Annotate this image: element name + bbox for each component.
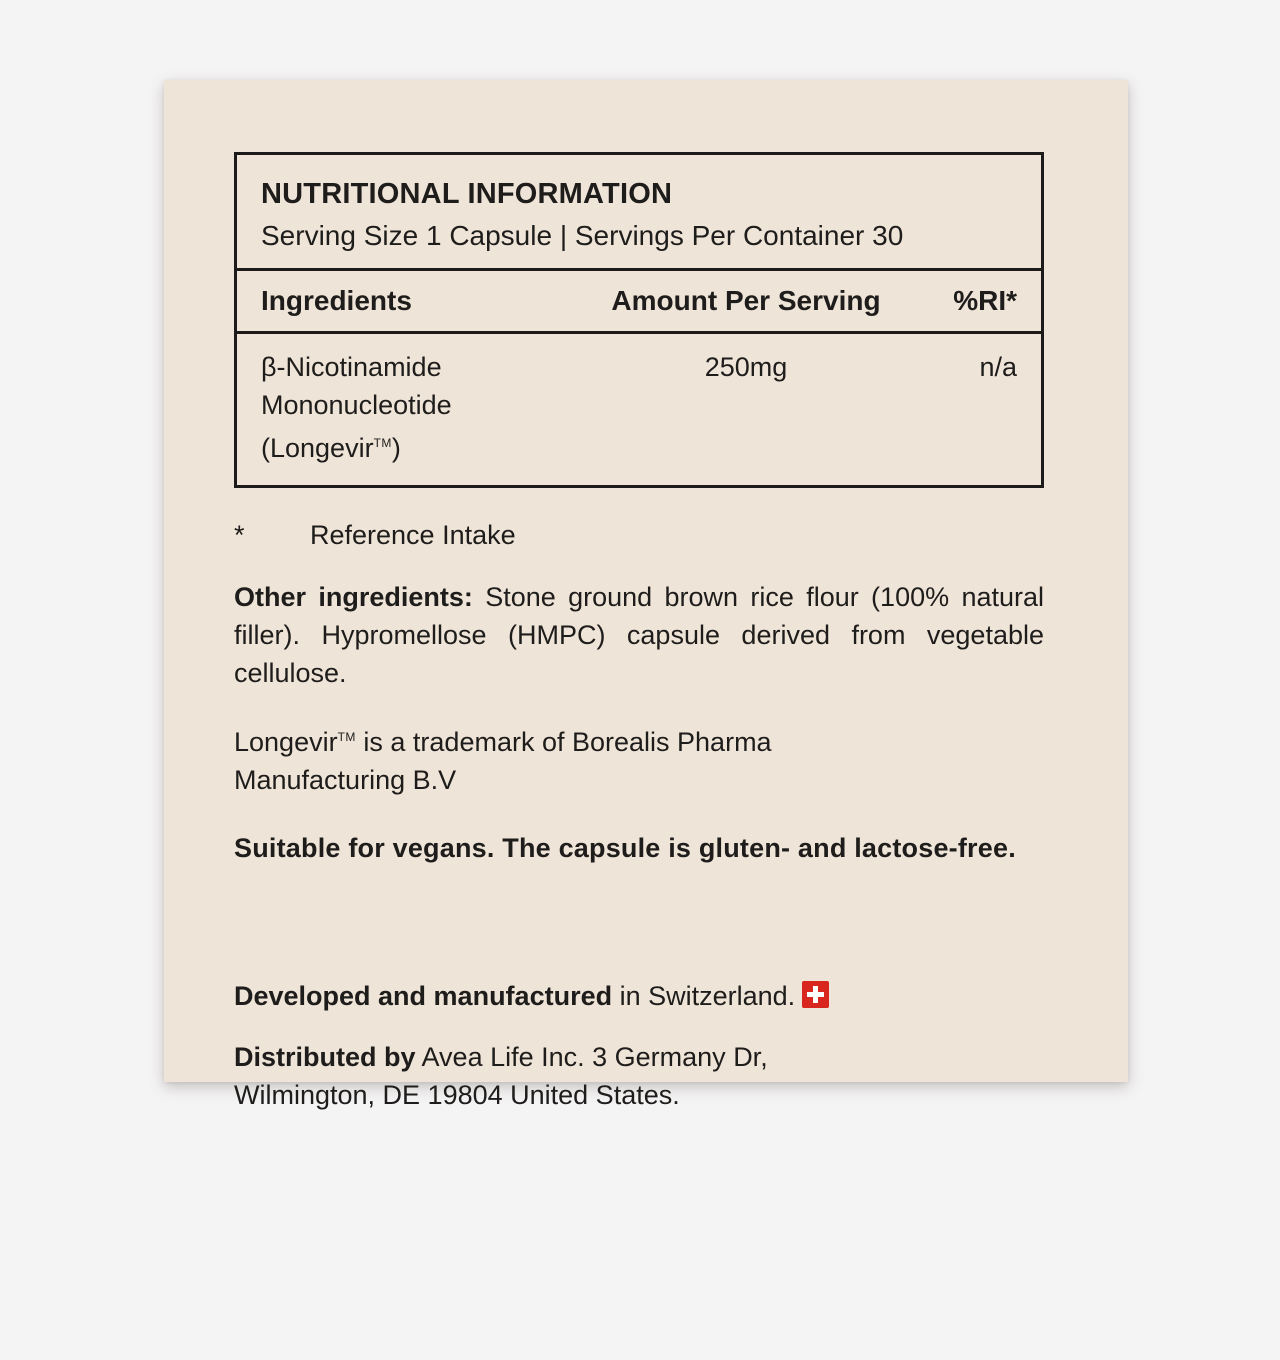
distributed-bold-text: Distributed by: [234, 1042, 416, 1072]
column-header-ingredients: Ingredients: [261, 285, 412, 316]
swiss-flag-icon: [802, 981, 829, 1016]
vegan-note: Suitable for vegans. The capsule is gluten- and lactose-free.: [234, 833, 1016, 863]
nutrition-table-header: [237, 155, 1041, 268]
trademark-line2: Manufacturing B.V: [234, 765, 457, 795]
other-ingredients-label: Other ingredients:: [234, 582, 473, 612]
ingredient-name-line2-suffix: ): [391, 433, 401, 463]
ingredient-ri-value: n/a: [979, 352, 1017, 382]
reference-text: Reference Intake: [310, 520, 516, 550]
distributed-line1: [234, 1038, 1044, 1076]
nutrition-table: [234, 152, 1044, 488]
made-in-bold-text: Developed and manufactured: [234, 981, 613, 1011]
trademark-paragraph: [234, 718, 1044, 799]
serving-info: Serving Size 1 Capsule | Servings Per Container 30: [261, 220, 904, 251]
label-card: [164, 80, 1128, 1110]
distributed-by-block: [234, 1038, 1044, 1114]
trademark-line1-text: is a trademark of Borealis Pharma: [355, 727, 772, 757]
ingredient-name: [261, 348, 581, 467]
nutrition-title: NUTRITIONAL INFORMATION: [261, 178, 673, 210]
trademark-symbol: TM: [337, 730, 356, 744]
column-header-amount-per-serving: Amount Per Serving: [611, 285, 881, 316]
made-in-rest-text: in Switzerland.: [612, 981, 796, 1011]
ingredient-amount: 250mg: [704, 352, 788, 382]
ingredient-name-line2-prefix: (Longevir: [261, 433, 374, 463]
ingredient-name-line1: β-Nicotinamide Mononucleotide: [261, 352, 452, 420]
reference-intake-note: [234, 518, 1044, 552]
distributed-line2: Wilmington, DE 19804 United States.: [234, 1080, 680, 1110]
distributed-line1-text: Avea Life Inc. 3 Germany Dr,: [415, 1042, 768, 1072]
reference-marker: *: [234, 520, 245, 550]
table-column-headers: [237, 268, 1041, 331]
trademark-symbol: TM: [373, 436, 392, 450]
made-in-line: [234, 979, 1044, 1016]
trademark-brand: Longevir: [234, 727, 338, 757]
ingredient-row: [237, 331, 1041, 485]
trademark-line1: [234, 718, 1044, 761]
column-header-ri: %RI*: [953, 285, 1017, 316]
other-ingredients-text: Stone ground brown rice flour (100% natural filler). Hypromellose (HMPC) capsule derived from vegetable cellulose.: [234, 582, 1044, 688]
other-ingredients-paragraph: [234, 578, 1044, 692]
